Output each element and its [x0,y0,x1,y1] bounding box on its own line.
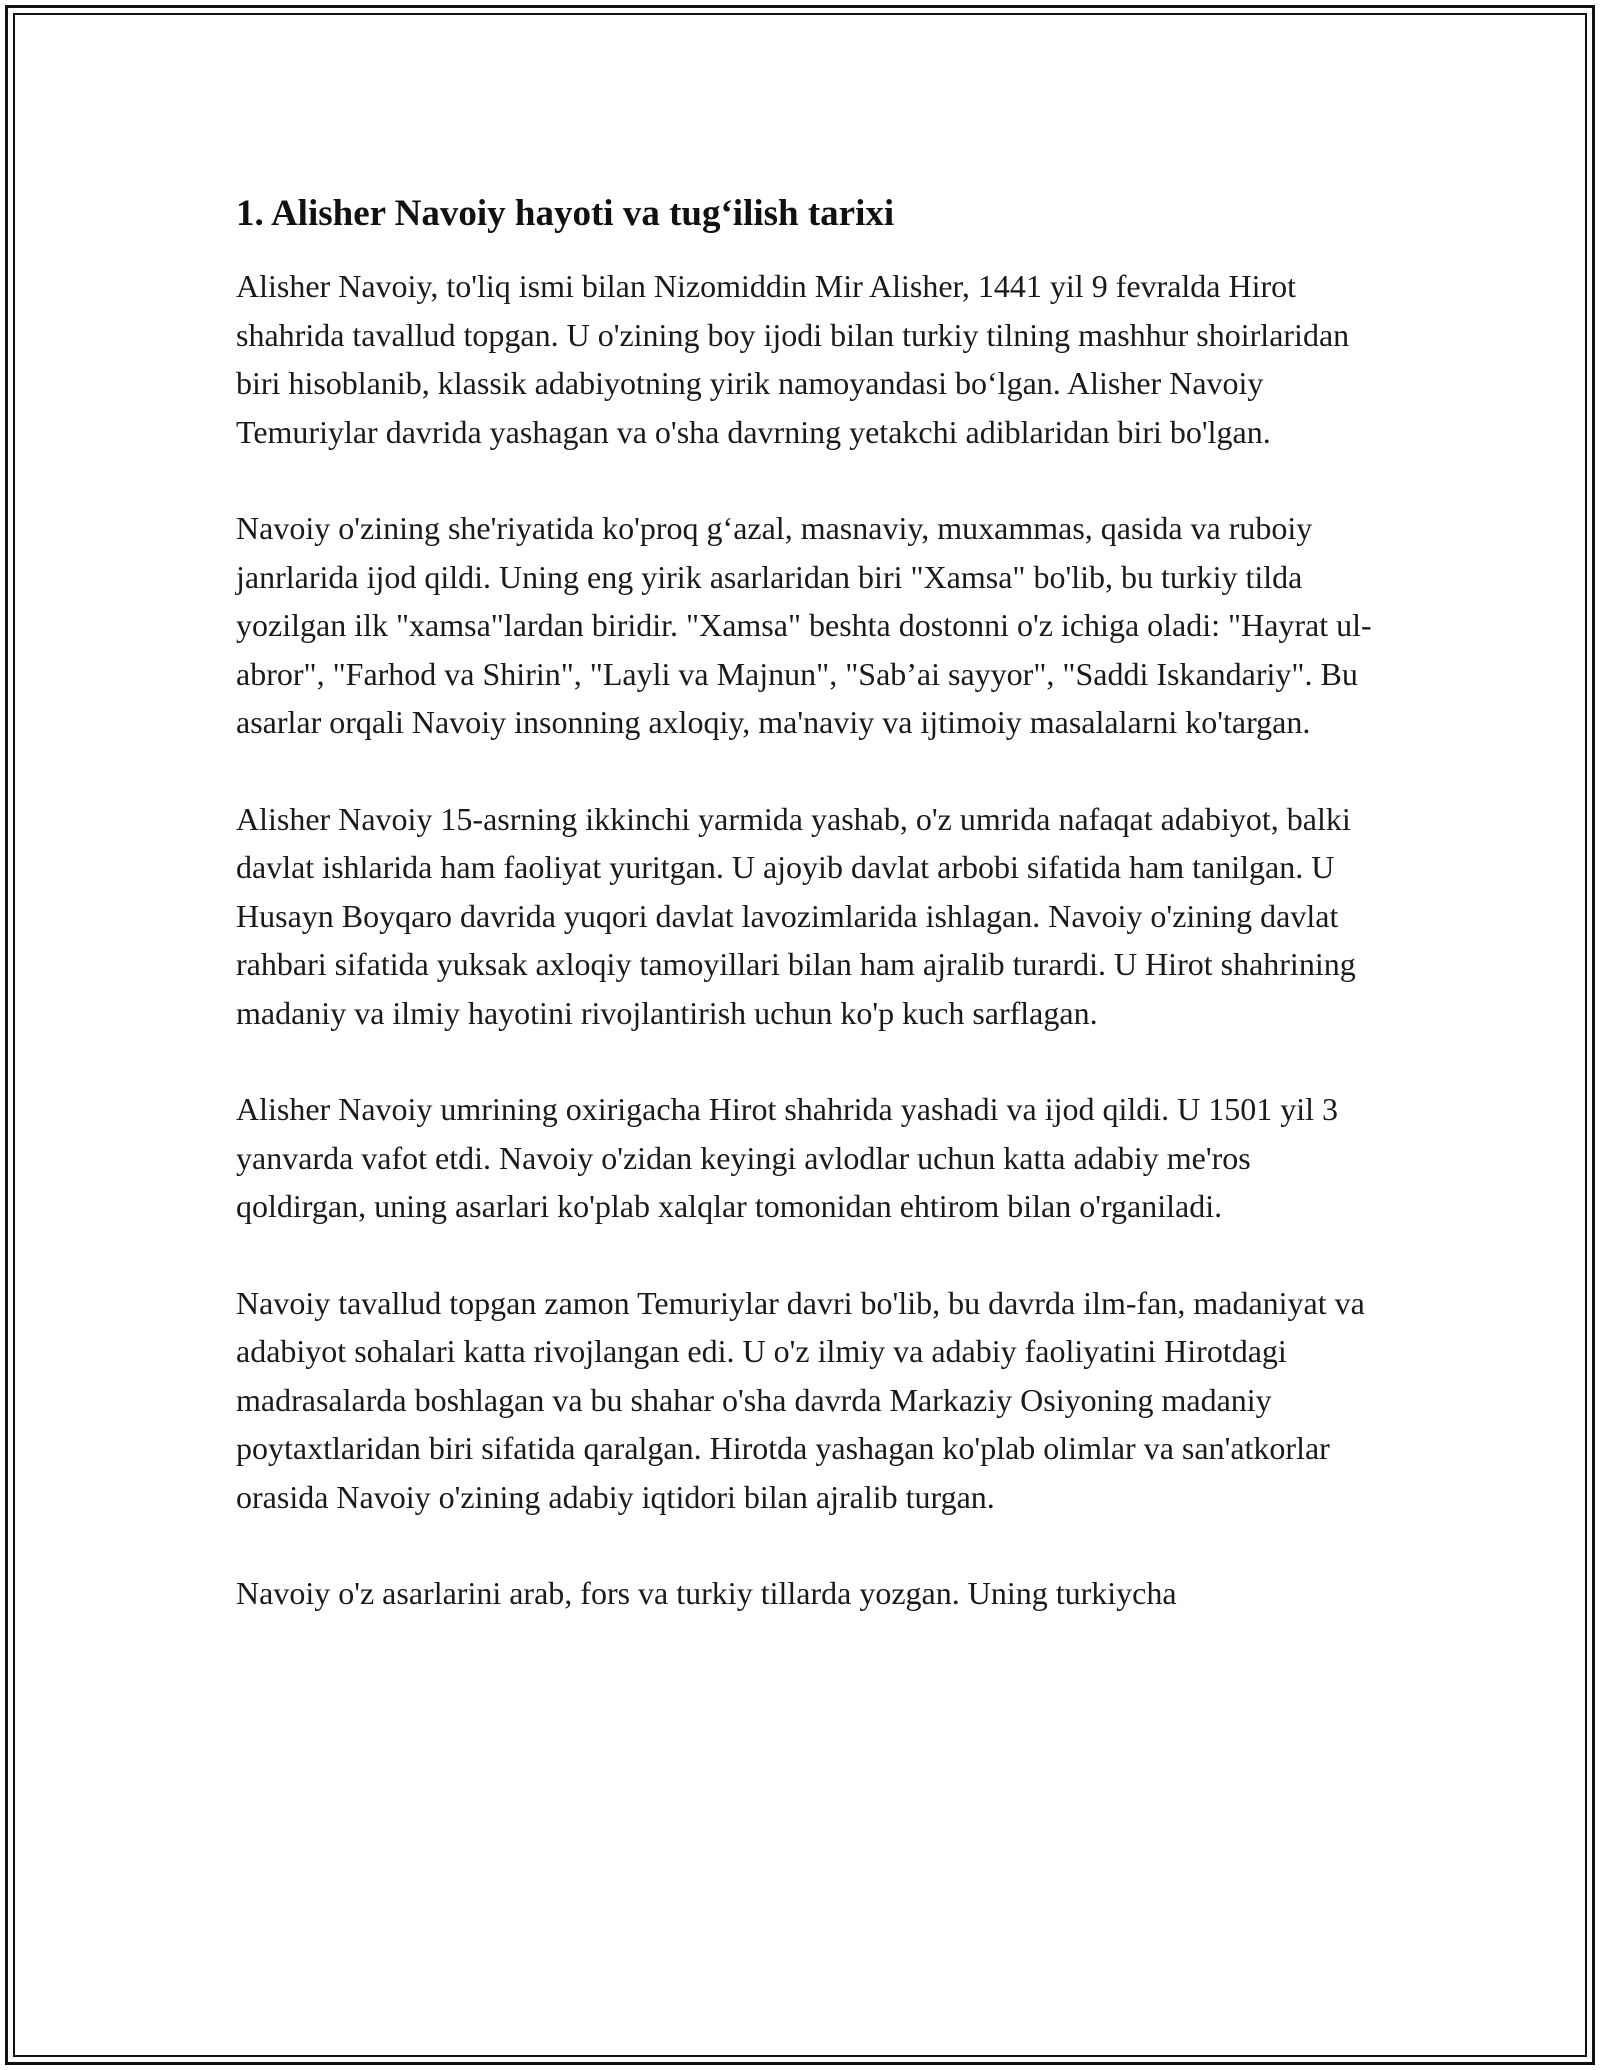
paragraph-6: Navoiy o'z asarlarini arab, fors va turkiy tillarda yozgan. Uning turkiycha [236,1575,1177,1611]
section-heading: 1. Alisher Navoiy hayoti va tug‘ilish tarixi [236,193,895,234]
paragraph-1: Alisher Navoiy, to'liq ismi bilan Nizomiddin Mir Alisher, 1441 yil 9 fevralda Hirot shahrida tavallud topgan. U o'zining boy ijodi bilan turkiy tilning mashhur shoirlaridan biri hisoblanib, klassik adabiyotning yirik namoyandasi bo‘lgan. Alisher Navoiy Temuriylar davrida yashagan va o'sha davrning yetakchi adiblaridan biri bo'lgan. [236,268,1350,450]
paragraph-3: Alisher Navoiy 15-asrning ikkinchi yarmida yashab, o'z umrida nafaqat adabiyot, balki davlat ishlarida ham faoliyat yuritgan. U ajoyib davlat arbobi sifatida ham tanilgan. U Husayn Boyqaro davrida yuqori davlat lavozimlarida ishlagan. Navoiy o'zining davlat rahbari sifatida yuksak axloqiy tamoyillari bilan ham ajralib turardi. U Hirot shahrining madaniy va ilmiy hayotini rivojlantirish uchun ko'p kuch sarflagan. [236,800,1356,1031]
document-body [236,190,1376,1666]
paragraph-4: Alisher Navoiy umrining oxirigacha Hirot shahrida yashadi va ijod qildi. U 1501 yil 3 yanvarda vafot etdi. Navoiy o'zidan keyingi avlodlar uchun katta adabiy me'ros qoldirgan, uning asarlari ko'plab xalqlar tomonidan ehtirom bilan o'rganiladi. [236,1091,1339,1224]
paragraph-5: Navoiy tavallud topgan zamon Temuriylar davri bo'lib, bu davrda ilm-fan, madaniyat va adabiyot sohalari katta rivojlangan edi. U o'z ilmiy va adabiy faoliyatini Hirotdagi madrasalarda boshlagan va bu shahar o'sha davrda Markaziy Osiyoning madaniy poytaxtlaridan biri sifatida qaralgan. Hirotda yashagan ko'plab olimlar va san'atkorlar orasida Navoiy o'zining adabiy iqtidori bilan ajralib turgan. [236,1284,1365,1515]
paragraph-2: Navoiy o'zining she'riyatida ko'proq g‘azal, masnaviy, muxammas, qasida va ruboiy janrlarida ijod qildi. Uning eng yirik asarlaridan biri "Xamsa" bo'lib, bu turkiy tilda yozilgan ilk "xamsa"lardan biridir. "Xamsa" beshta dostonni o'z ichiga oladi: "Hayrat ul-abror", "Farhod va Shirin", "Layli va Majnun", "Sab’ai sayyor", "Saddi Iskandariy". Bu asarlar orqali Navoiy insonning axloqiy, ma'naviy va ijtimoiy masalalarni ko'targan. [236,510,1372,740]
